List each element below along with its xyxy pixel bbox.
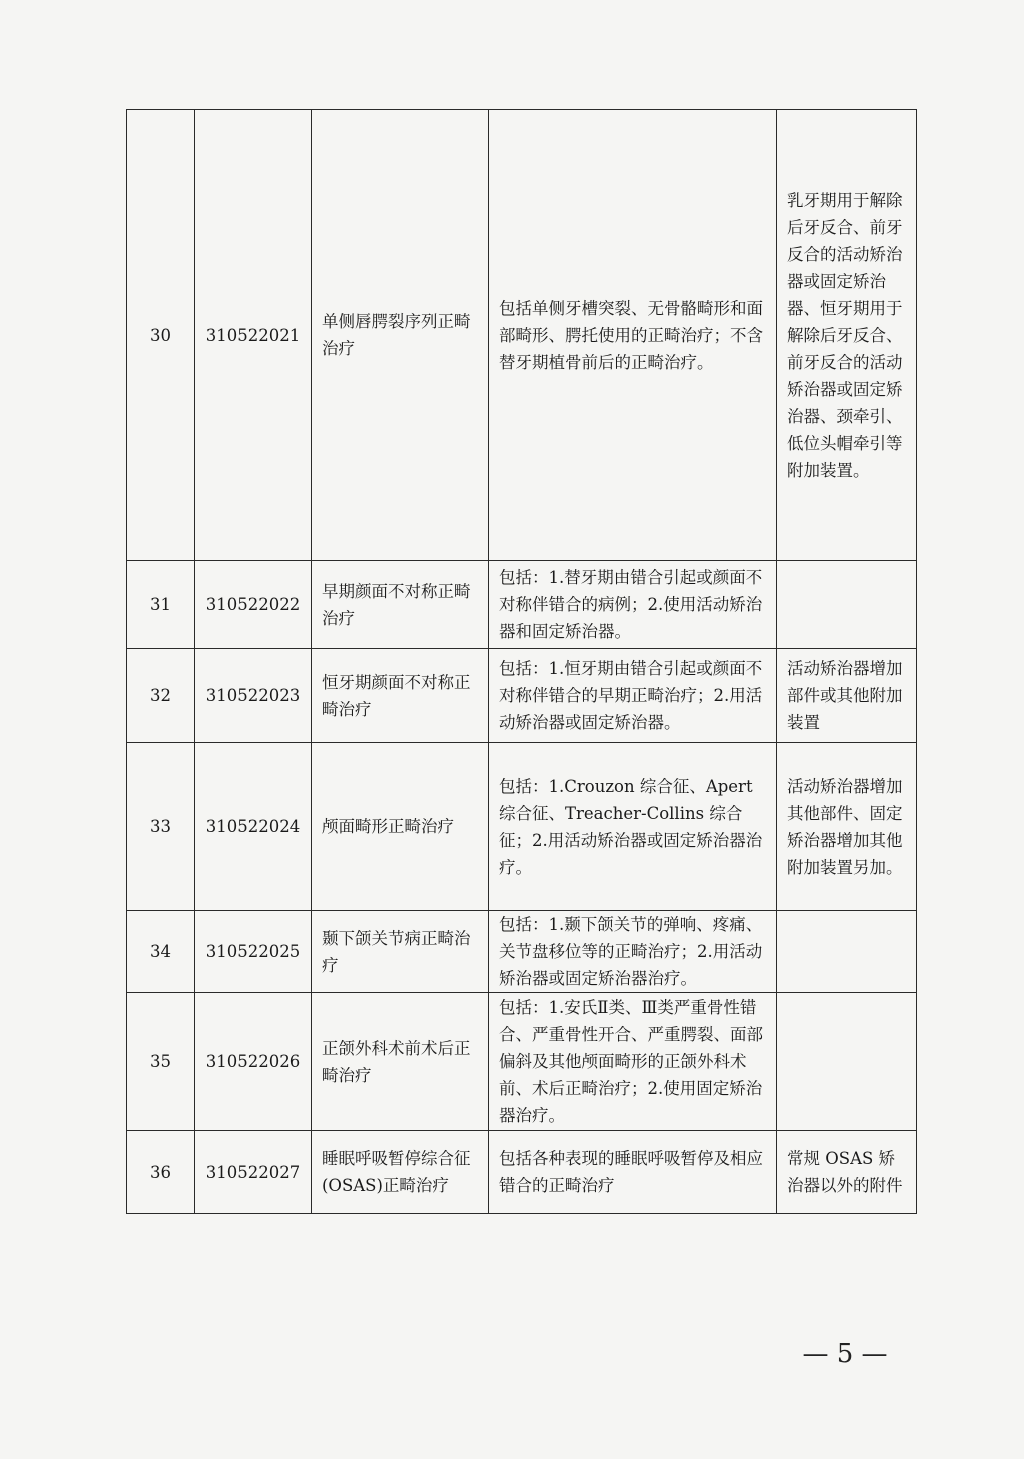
table-row (127, 649, 917, 743)
item-note (777, 561, 917, 649)
item-content: 包括各种表现的睡眠呼吸暂停及相应错合的正畸治疗 (489, 1131, 777, 1214)
item-note: 乳牙期用于解除后牙反合、前牙反合的活动矫治器或固定矫治器、恒牙期用于解除后牙反合、前牙反合的活动矫治器或固定矫治器、颈牵引、低位头帽牵引等附加装置。 (777, 110, 917, 561)
page-number: — 5 — (802, 1339, 888, 1369)
item-content: 包括：1.颞下颌关节的弹响、疼痛、关节盘移位等的正畸治疗；2.用活动矫治器或固定矫治器治疗。 (489, 911, 777, 993)
table-row (127, 993, 917, 1131)
row-number: 31 (127, 561, 195, 649)
table-row (127, 561, 917, 649)
table-row (127, 743, 917, 911)
table-row (127, 110, 917, 561)
table-row (127, 911, 917, 993)
item-name: 恒牙期颜面不对称正畸治疗 (312, 649, 489, 743)
item-content: 包括：1.Crouzon 综合征、Apert 综合征、Treacher-Collins 综合征；2.用活动矫治器或固定矫治器治疗。 (489, 743, 777, 911)
item-note: 常规 OSAS 矫治器以外的附件 (777, 1131, 917, 1214)
item-code: 310522024 (195, 743, 312, 911)
row-number: 34 (127, 911, 195, 993)
item-code: 310522021 (195, 110, 312, 561)
item-code: 310522027 (195, 1131, 312, 1214)
row-number: 30 (127, 110, 195, 561)
item-name: 颞下颌关节病正畸治疗 (312, 911, 489, 993)
item-name: 颅面畸形正畸治疗 (312, 743, 489, 911)
item-name: 睡眠呼吸暂停综合征(OSAS)正畸治疗 (312, 1131, 489, 1214)
row-number: 32 (127, 649, 195, 743)
item-content: 包括：1.替牙期由错合引起或颜面不对称伴错合的病例；2.使用活动矫治器和固定矫治器。 (489, 561, 777, 649)
item-code: 310522022 (195, 561, 312, 649)
item-note (777, 993, 917, 1131)
item-note (777, 911, 917, 993)
item-code: 310522026 (195, 993, 312, 1131)
fee-schedule-table (126, 109, 917, 1214)
item-content: 包括单侧牙槽突裂、无骨骼畸形和面部畸形、腭托使用的正畸治疗；不含替牙期植骨前后的正畸治疗。 (489, 110, 777, 561)
item-name: 正颌外科术前术后正畸治疗 (312, 993, 489, 1131)
row-number: 33 (127, 743, 195, 911)
item-name: 早期颜面不对称正畸治疗 (312, 561, 489, 649)
item-code: 310522023 (195, 649, 312, 743)
row-number: 36 (127, 1131, 195, 1214)
table-row (127, 1131, 917, 1214)
item-content: 包括：1.安氏Ⅱ类、Ⅲ类严重骨性错合、严重骨性开合、严重腭裂、面部偏斜及其他颅面畸形的正颌外科术前、术后正畸治疗；2.使用固定矫治器治疗。 (489, 993, 777, 1131)
item-note: 活动矫治器增加其他部件、固定矫治器增加其他附加装置另加。 (777, 743, 917, 911)
item-content: 包括：1.恒牙期由错合引起或颜面不对称伴错合的早期正畸治疗；2.用活动矫治器或固定矫治器。 (489, 649, 777, 743)
row-number: 35 (127, 993, 195, 1131)
item-code: 310522025 (195, 911, 312, 993)
item-note: 活动矫治器增加部件或其他附加装置 (777, 649, 917, 743)
item-name: 单侧唇腭裂序列正畸治疗 (312, 110, 489, 561)
